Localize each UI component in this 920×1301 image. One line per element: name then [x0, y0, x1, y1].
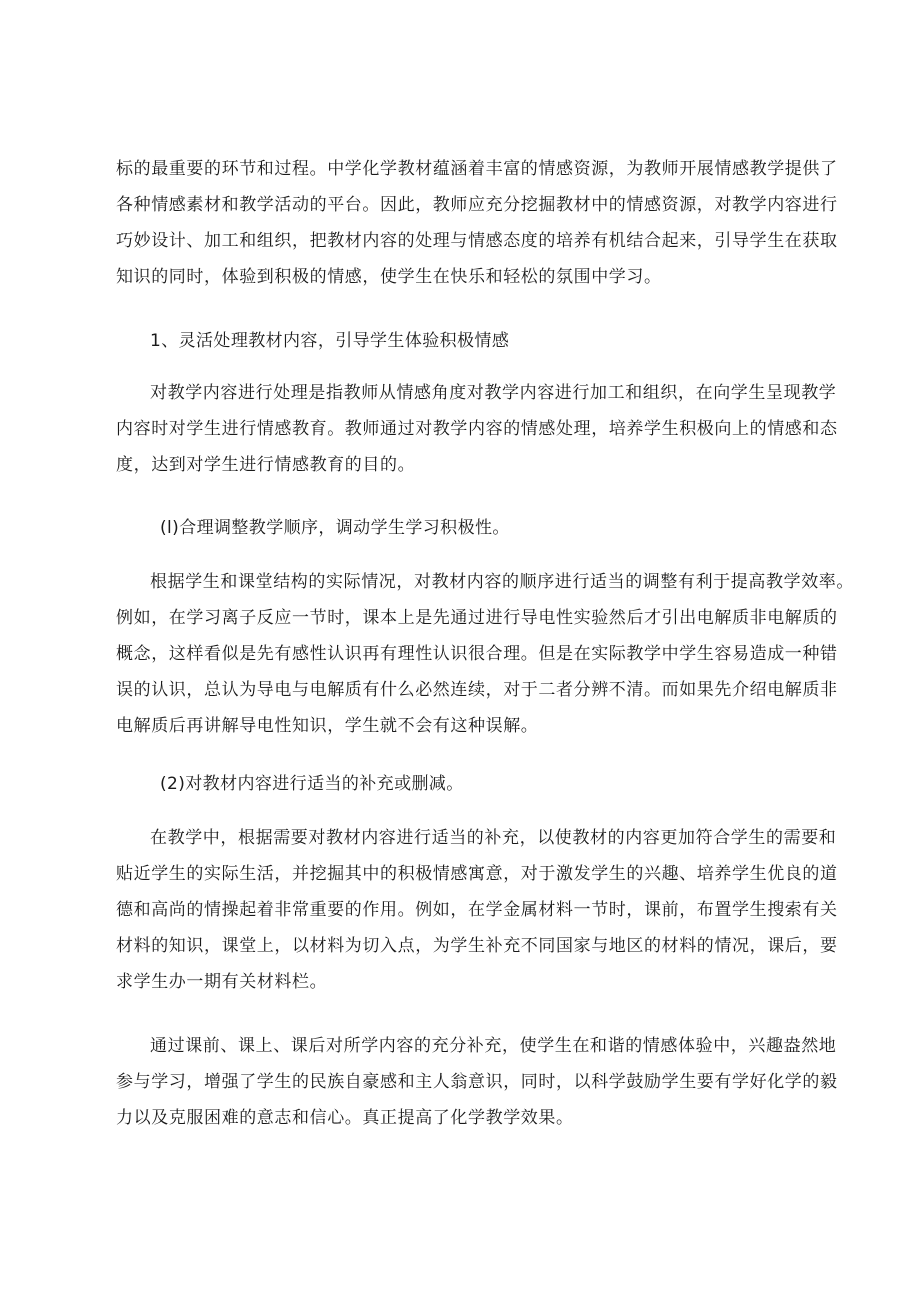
section-heading: 1、灵活处理教材内容，引导学生体验积极情感: [150, 331, 510, 351]
subsection-heading: (l)合理调整教学顺序，调动学生学习积极性。: [160, 518, 510, 538]
paragraph-line: 根据学生和课堂结构的实际情况，对教材内容的顺序进行适当的调整有利于提高教学效率。: [150, 572, 854, 592]
paragraph-line: 内容时对学生进行情感教育。教师通过对教学内容的情感处理，培养学生积极向上的情感和态: [116, 419, 838, 439]
paragraph-line: 概念，这样看似是先有感性认识再有理性认识很合理。但是在实际教学中学生容易造成一种错: [116, 644, 838, 664]
paragraph-line: 误的认识，总认为导电与电解质有什么必然连续，对于二者分辨不清。而如果先介绍电解质非: [116, 680, 838, 700]
intro-line: 各种情感素材和教学活动的平台。因此，教师应充分挖掘教材中的情感资源，对教学内容进行: [116, 195, 838, 215]
intro-line: 巧妙设计、加工和组织，把教材内容的处理与情感态度的培养有机结合起来，引导学生在获取: [116, 231, 838, 251]
paragraph-line: 参与学习，增强了学生的民族自豪感和主人翁意识，同时，以科学鼓励学生要有学好化学的毅: [116, 1072, 838, 1092]
paragraph-line: 通过课前、课上、课后对所学内容的充分补充，使学生在和谐的情感体验中，兴趣盎然地: [150, 1036, 837, 1056]
subsection-heading: (2)对教材内容进行适当的补充或删减。: [160, 774, 464, 794]
paragraph-line: 对教学内容进行处理是指教师从情感角度对教学内容进行加工和组织，在向学生呈现教学: [150, 383, 837, 403]
paragraph-line: 材料的知识，课堂上，以材料为切入点，为学生补充不同国家与地区的材料的情况，课后，要: [116, 936, 838, 956]
paragraph-line: 在教学中，根据需要对教材内容进行适当的补充，以使教材的内容更加符合学生的需要和: [150, 828, 837, 848]
intro-line: 标的最重要的环节和过程。中学化学教材蕴涵着丰富的情感资源，为教师开展情感教学提供了: [116, 159, 838, 179]
paragraph-line: 求学生办一期有关材料栏。: [116, 972, 328, 992]
intro-line: 知识的同时，体验到积极的情感，使学生在快乐和轻松的氛围中学习。: [116, 267, 662, 287]
paragraph-line: 例如，在学习离子反应一节时，课本上是先通过进行导电性实验然后才引出电解质非电解质的: [116, 608, 838, 628]
paragraph-line: 德和高尚的情操起着非常重要的作用。例如，在学金属材料一节时，课前，布置学生搜索有关: [116, 900, 838, 920]
paragraph-line: 贴近学生的实际生活，并挖掘其中的积极情感寓意，对于激发学生的兴趣、培养学生优良的道: [116, 864, 838, 884]
paragraph-line: 电解质后再讲解导电性知识，学生就不会有这种误解。: [116, 716, 539, 736]
paragraph-line: 力以及克服困难的意志和信心。真正提高了化学教学效果。: [116, 1108, 574, 1128]
paragraph-line: 度，达到对学生进行情感教育的目的。: [116, 455, 416, 475]
